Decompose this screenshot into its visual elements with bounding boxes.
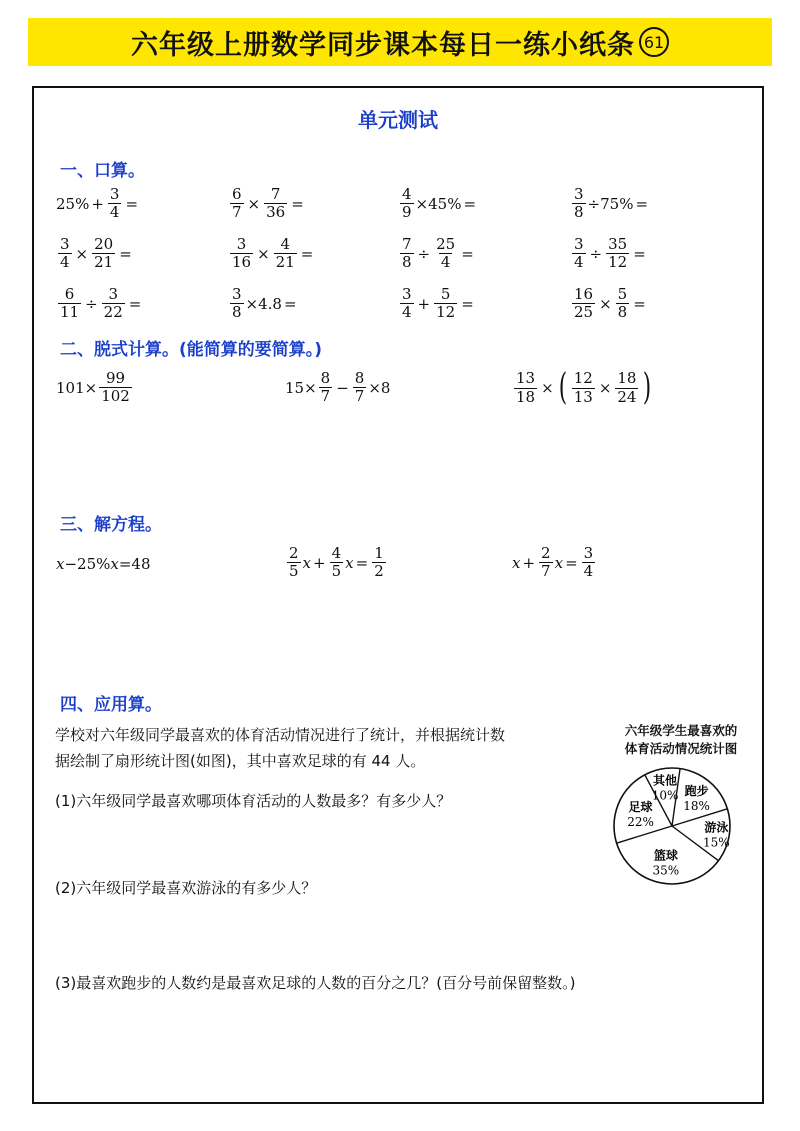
worksheet-number: 61 [639,27,669,57]
pie-value-跑步: 18% [683,799,710,814]
application-intro-line-2: 据绘制了扇形统计图(如图)，其中喜欢足球的有 44 人。 [55,752,426,770]
unit-title: 单元测试 [358,108,438,132]
worksheet-title: 六年级上册数学同步课本每日一练小纸条 [131,29,635,61]
equation-1: x −25% x =48 [56,555,151,573]
pie-chart [600,760,760,892]
oral-item: $\frac{4}{9}$ ×45% = [402,185,477,222]
detach-expression-3: $\frac{13}{18}$ × ( $\frac{12}{13}$ × $\frac{18}{24}$ ) [516,367,652,408]
application-question-2: (2)六年级同学最喜欢游泳的有多少人？ [55,879,317,897]
oral-item: $\frac{3}{8}$ ÷75% = [574,185,649,222]
oral-item: $\frac{16}{25}$ × $\frac{5}{8}$ = [574,285,646,322]
pie-label-足球: 足球 [628,800,653,815]
oral-item: $\frac{3}{4}$ + $\frac{5}{12}$ = [402,285,474,322]
section-detach-heading: 二、脱式计算。(能简算的要简算。) [60,340,323,360]
equation-3: x + $\frac{2}{7}$ x = $\frac{3}{4}$ [512,544,594,581]
oral-item: $\frac{3}{16}$ × $\frac{4}{21}$ = [232,235,314,272]
detach-expression-1: 101× $\frac{99}{102}$ [56,369,130,406]
detach-expression-2: 15× $\frac{8}{7}$ − $\frac{8}{7}$ ×8 [285,369,391,406]
pie-label-跑步: 跑步 [684,784,709,799]
pie-value-足球: 22% [627,815,654,830]
pie-label-游泳: 游泳 [704,820,729,835]
pie-chart-title-line-1: 六年级学生最喜欢的 [624,723,738,738]
pie-value-篮球: 35% [652,863,680,878]
pie-chart-title [596,722,766,758]
pie-label-其他: 其他 [653,773,678,788]
oral-item: $\frac{3}{4}$ × $\frac{20}{21}$ = [60,235,132,272]
section-application-heading: 四、应用算。 [60,695,162,715]
oral-item: $\frac{3}{4}$ ÷ $\frac{35}{12}$ = [574,235,646,272]
oral-item: $\frac{3}{8}$ ×4.8 = [232,285,297,322]
oral-item: 25% + $\frac{3}{4}$ = [56,185,139,222]
application-intro-line-1: 学校对六年级同学最喜欢的体育活动情况进行了统计，并根据统计数 [55,726,506,744]
application-question-1: (1)六年级同学最喜欢哪项体育活动的人数最多？有多少人？ [55,792,452,810]
pie-label-篮球: 篮球 [653,848,678,863]
pie-chart-title-line-2: 体育活动情况统计图 [624,741,738,756]
header-banner [28,18,772,66]
oral-item: $\frac{6}{7}$ × $\frac{7}{36}$ = [232,185,304,222]
pie-value-其他: 10% [651,788,679,803]
section-oral-heading: 一、口算。 [60,161,145,181]
application-question-3: (3)最喜欢跑步的人数约是最喜欢足球的人数的百分之几？(百分号前保留整数。) [55,974,576,992]
application-intro [55,722,600,774]
section-equation-heading: 三、解方程。 [60,515,162,535]
equation-2: $\frac{2}{5}$ x + $\frac{4}{5}$ x = $\frac{1}{2}$ [289,544,384,581]
oral-item: $\frac{6}{11}$ ÷ $\frac{3}{22}$ = [60,285,142,322]
oral-item: $\frac{7}{8}$ ÷ $\frac{25}{4}$ = [402,235,474,272]
pie-value-游泳: 15% [703,835,730,850]
